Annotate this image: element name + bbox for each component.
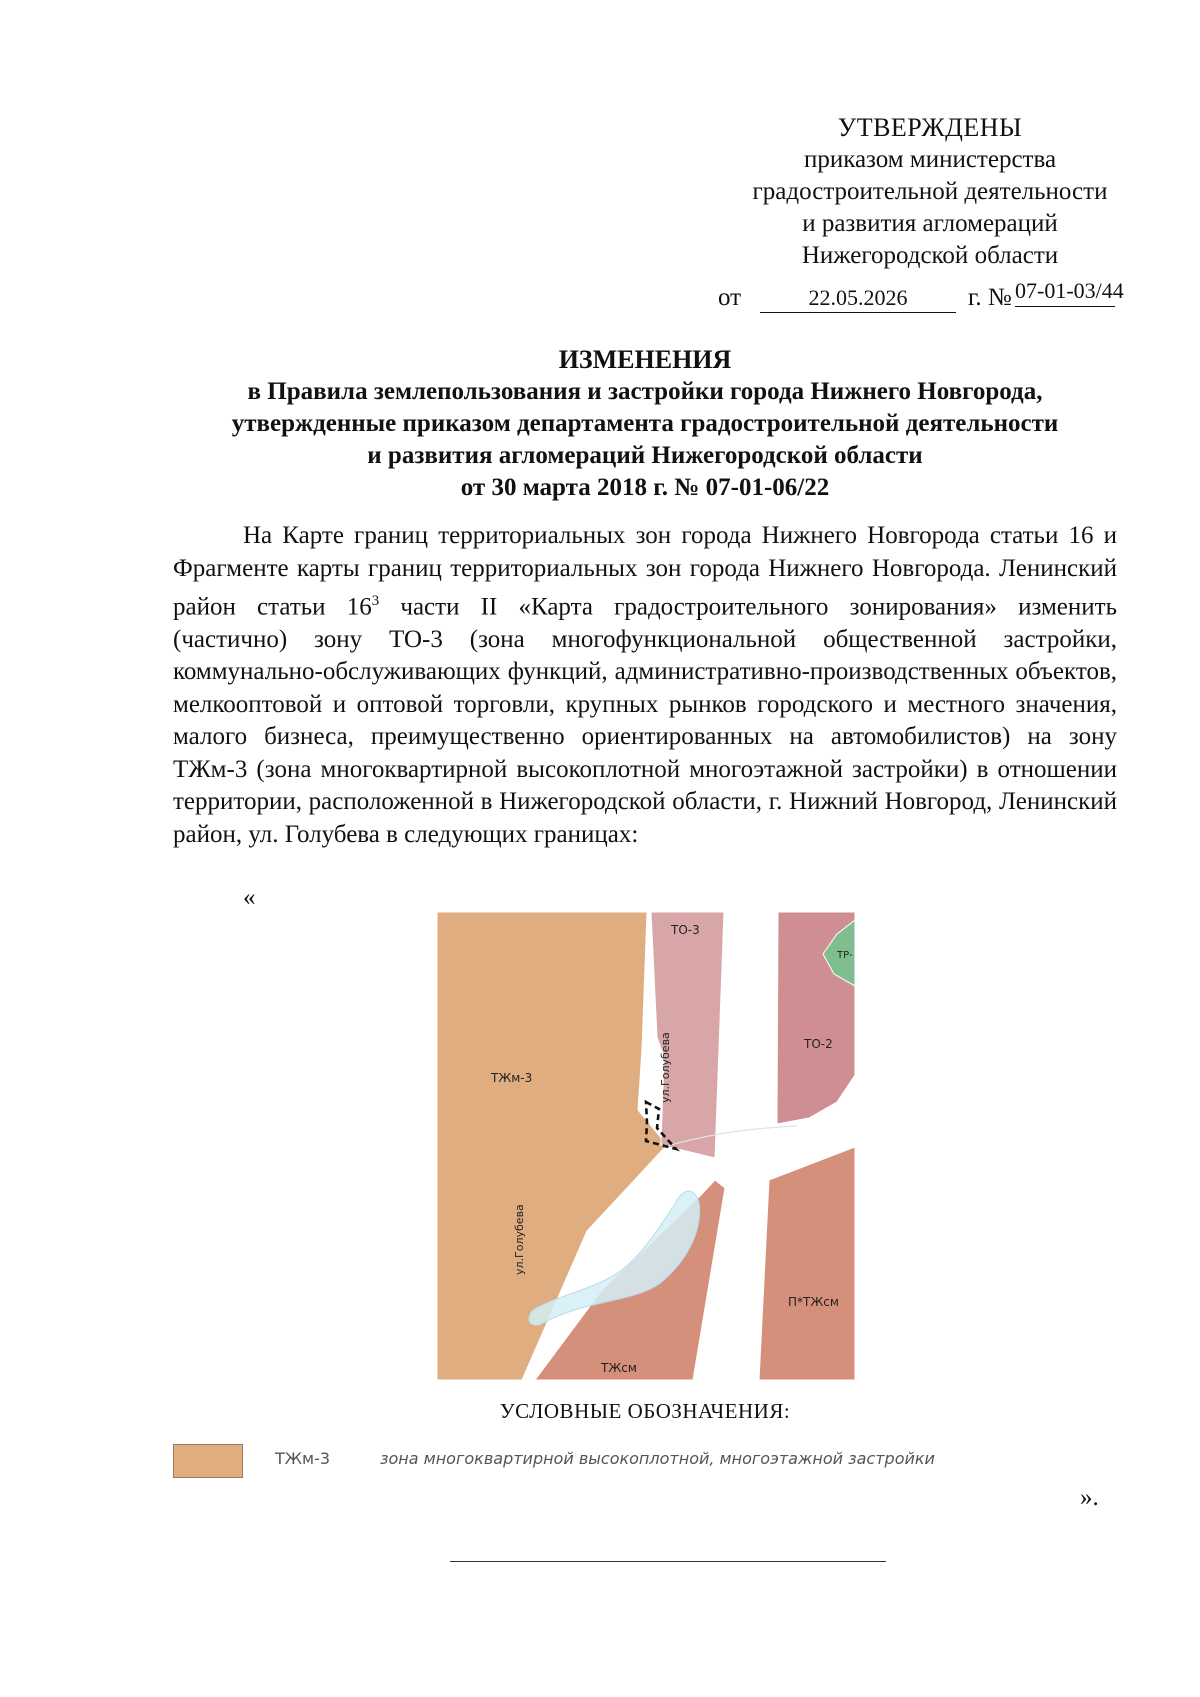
zoning-map (437, 912, 855, 1380)
approval-line: Нижегородской области (801, 242, 1059, 269)
heading-line: утвержденные приказом департамента градостроительной деятельности (231, 410, 1059, 437)
label-street-left: ул.Голубева (513, 1204, 526, 1275)
label-tr: ТР- (837, 950, 853, 961)
paragraph-part-2: части II «Карта градостроительного зонирования» изменить (частично) зону ТО-3 (зона многофункциональной общественной застройки, коммунально-обслуживающих функций, административно-производственных объектов, мелкооптовой и оптовой торговли, крупных рынков городского и местного значения, малого бизнеса, преимущественно ориентированных на автомобилистов) на зону ТЖм-3 (зона многоквартирной высокоплотной многоэтажной застройки) в отношении территории, расположенной в Нижегородской области, г. Нижний Новгород, Ленинский район, ул. Голубева в следующих границах: (173, 593, 1117, 848)
approval-date-line (718, 278, 1138, 314)
body-paragraph (173, 520, 1117, 851)
label-tzhm3: ТЖм-3 (491, 1071, 533, 1085)
label-street-right: ул.Голубева (659, 1032, 672, 1103)
label-tzhsm: ТЖсм (601, 1361, 637, 1375)
quote-close: ». (1080, 1484, 1099, 1511)
paragraph-text (173, 520, 1117, 851)
legend-swatch (173, 1444, 243, 1478)
date-prefix: от (718, 284, 742, 311)
approval-number: 07-01-03/44 (1015, 276, 1115, 307)
legend-title: УСЛОВНЫЕ ОБОЗНАЧЕНИЯ: (499, 1399, 791, 1423)
approval-title: УТВЕРЖДЕНЫ (837, 113, 1023, 142)
approval-line: приказом министерства (803, 146, 1057, 173)
heading-line: от 30 марта 2018 г. № 07-01-06/22 (460, 474, 830, 501)
approval-date: 22.05.2026 (760, 284, 956, 313)
approval-line: градостроительной деятельности (752, 178, 1108, 205)
document-heading (120, 344, 1170, 504)
paragraph-part-1: На Карте границ территориальных зон города Нижнего Новгорода статьи 16 и Фрагменте карты границ территориальных зон города Нижнего Новгорода. Ленинский район статьи 16 (173, 522, 1117, 621)
approval-line: и развития агломераций (802, 210, 1058, 237)
zone-ptzhsm (759, 1147, 855, 1380)
heading-title: ИЗМЕНЕНИЯ (558, 345, 732, 374)
number-prefix: г. № (968, 284, 1012, 311)
legend-code: ТЖм-3 (275, 1449, 331, 1468)
label-ptzhsm: П*ТЖсм (788, 1295, 839, 1309)
legend-description: зона многоквартирной высокоплотной, многоэтажной застройки (380, 1449, 935, 1468)
label-to2: ТО-2 (804, 1037, 833, 1051)
approval-block (700, 112, 1160, 272)
footer-divider (450, 1561, 886, 1562)
label-to3: ТО-3 (671, 923, 700, 937)
heading-line: и развития агломераций Нижегородской области (367, 442, 923, 469)
quote-open: « (243, 884, 256, 911)
heading-line: в Правила землепользования и застройки города Нижнего Новгорода, (247, 378, 1043, 405)
article-superscript: 3 (371, 593, 380, 609)
